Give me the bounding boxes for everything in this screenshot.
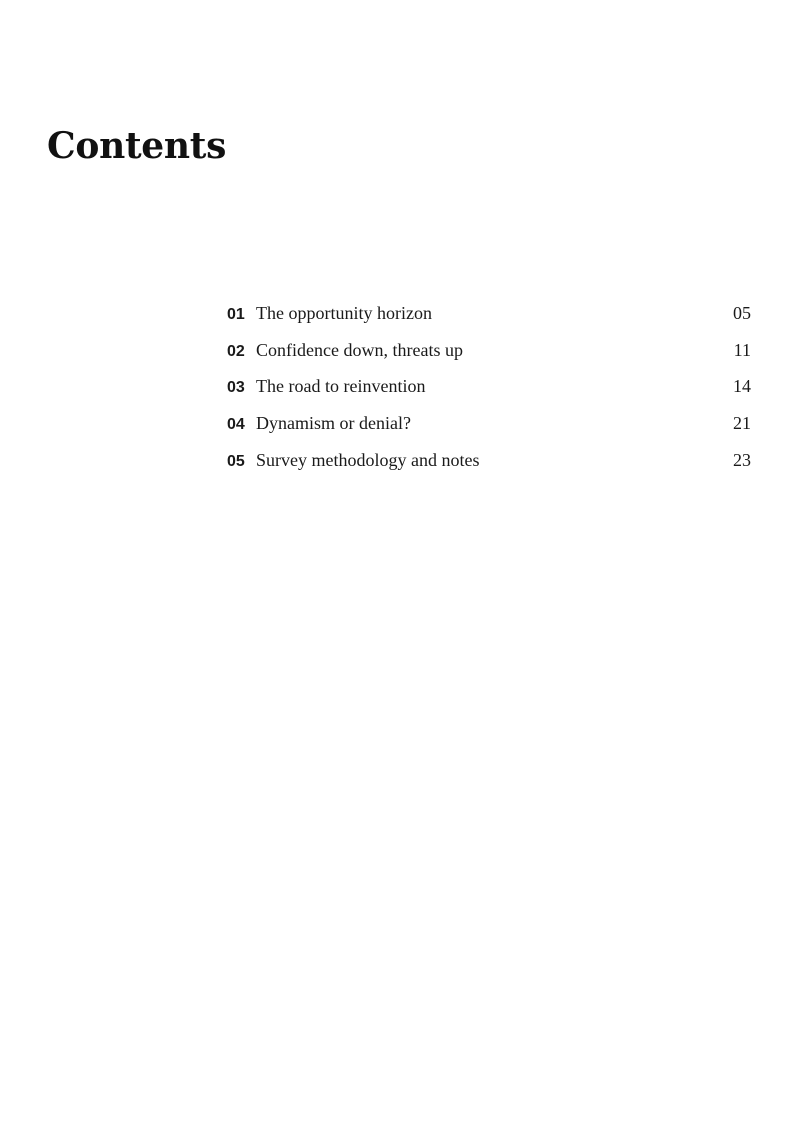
toc-entry[interactable] <box>227 340 751 377</box>
toc-entry[interactable] <box>227 450 751 487</box>
toc-entry-page: 11 <box>733 339 751 360</box>
toc-entry-page: 14 <box>733 376 751 397</box>
toc-entry-number: 02 <box>227 342 245 360</box>
toc-entry-number: 03 <box>227 379 245 397</box>
toc-entry[interactable] <box>227 303 751 340</box>
toc-entry-title: The opportunity horizon <box>256 303 432 323</box>
toc-entry-number: 01 <box>227 306 245 323</box>
table-of-contents <box>227 303 751 486</box>
toc-entry-title: The road to reinvention <box>256 376 426 397</box>
toc-entry-page: 05 <box>733 303 751 323</box>
toc-entry[interactable] <box>227 413 751 450</box>
toc-entry[interactable] <box>227 376 751 413</box>
page-title: Contents <box>47 125 227 167</box>
toc-entry-page: 23 <box>733 449 751 470</box>
toc-entry-page: 21 <box>733 413 751 434</box>
toc-entry-title: Dynamism or denial? <box>256 413 411 434</box>
toc-entry-number: 04 <box>227 416 245 434</box>
toc-entry-title: Survey methodology and notes <box>256 449 480 470</box>
toc-entry-number: 05 <box>227 452 245 470</box>
toc-entry-title: Confidence down, threats up <box>256 339 463 360</box>
